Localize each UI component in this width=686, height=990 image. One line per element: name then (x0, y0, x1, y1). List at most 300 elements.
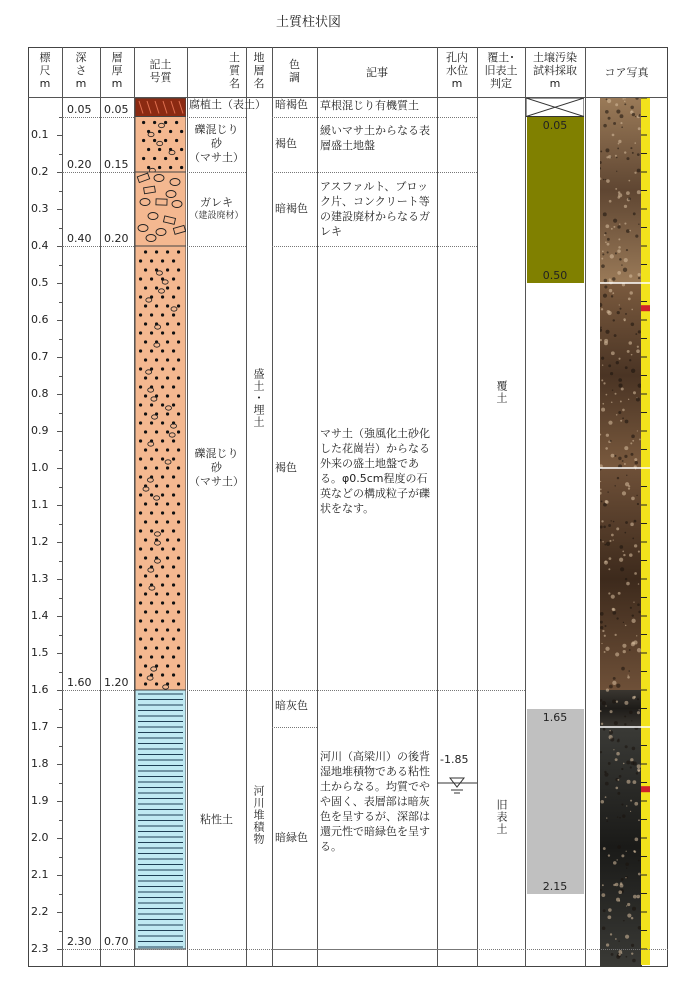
column-separator (317, 47, 318, 967)
layer-boundary (62, 172, 134, 173)
layer-depth: 1.60 (67, 676, 92, 689)
header-depth (62, 51, 100, 90)
sand-dot (161, 295, 164, 298)
header-elevation-line0: 標 (39, 51, 51, 64)
header-thickness-line0: 層 (111, 51, 123, 64)
sand-dot (144, 592, 147, 595)
scale-label: 0.6 (31, 313, 49, 326)
scale-label: 0.7 (31, 350, 49, 363)
sample-range-bar (527, 709, 584, 894)
sand-dot (158, 130, 161, 133)
sand-dot (142, 139, 145, 142)
header-symbol (134, 58, 187, 84)
sand-dot (172, 457, 175, 460)
sand-dot (139, 259, 142, 262)
scale-label: 0.9 (31, 424, 49, 437)
scale-major-tick (57, 505, 62, 506)
layer-depth: 0.40 (67, 232, 92, 245)
sand-dot (172, 493, 175, 496)
scale-major-tick (57, 431, 62, 432)
layer-color: 褐色 (275, 461, 297, 474)
layer-thickness: 0.70 (104, 935, 129, 948)
sampling-top-cross-icon (526, 98, 584, 117)
sand-dot (177, 484, 180, 487)
sand-dot (150, 259, 153, 262)
sand-dot (150, 277, 153, 280)
sand-dot (172, 295, 175, 298)
sand-dot (161, 565, 164, 568)
sand-dot (164, 121, 167, 124)
sand-dot (166, 340, 169, 343)
layer-boundary (62, 690, 134, 691)
sand-dot (150, 637, 153, 640)
scale-minor-tick (59, 265, 62, 266)
layer-thickness: 0.05 (104, 102, 129, 116)
sand-dot (177, 556, 180, 559)
sand-dot (166, 628, 169, 631)
scale-major-tick (57, 764, 62, 765)
layer-thickness: 0.15 (104, 158, 129, 171)
scale-minor-tick (59, 783, 62, 784)
scale-major-tick (57, 579, 62, 580)
sand-dot (139, 655, 142, 658)
sample-to-label: 2.15 (542, 879, 568, 893)
sand-dot (177, 592, 180, 595)
sand-dot (155, 502, 158, 505)
sand-dot (172, 673, 175, 676)
scale-minor-tick (59, 450, 62, 451)
sand-dot (166, 520, 169, 523)
scale-minor-tick (59, 561, 62, 562)
scale-minor-tick (59, 154, 62, 155)
sand-dot (177, 376, 180, 379)
sand-dot (172, 547, 175, 550)
sand-dot (161, 421, 164, 424)
sand-dot (155, 358, 158, 361)
header-formation (246, 51, 272, 90)
sand-dot (150, 493, 153, 496)
header-symbol-line0: 記土 (149, 58, 172, 71)
sand-dot (166, 610, 169, 613)
sand-dot (139, 421, 142, 424)
sand-dot (150, 511, 153, 514)
header-color-line0: 色 (289, 58, 300, 71)
layer-depth: 2.30 (67, 935, 92, 948)
sand-dot (153, 121, 156, 124)
soil-name-line: 砂 (211, 137, 222, 151)
cover-judgement-label: 覆土 (495, 380, 508, 404)
humus-fill (135, 98, 186, 117)
scale-label: 1.9 (31, 794, 49, 807)
sand-dot (139, 277, 142, 280)
clay-fill (135, 690, 186, 949)
layer-boundary (187, 117, 246, 118)
scale-minor-tick (59, 228, 62, 229)
sand-dot (139, 619, 142, 622)
sand-dot (172, 655, 175, 658)
header-cover-line1: 旧表土 (484, 64, 518, 77)
sand-dot (139, 475, 142, 478)
sand-dot (180, 166, 183, 169)
sand-dot (177, 682, 180, 685)
sand-dot (166, 304, 169, 307)
formation-name: 盛土・埋土 (252, 368, 265, 429)
sand-dot (155, 376, 158, 379)
sand-dot (161, 457, 164, 460)
sand-dot (155, 520, 158, 523)
sand-dot (150, 619, 153, 622)
water-level-value: -1.85 (440, 752, 469, 766)
sand-dot (177, 358, 180, 361)
sand-dot (144, 376, 147, 379)
scale-minor-tick (59, 413, 62, 414)
sand-dot (161, 511, 164, 514)
layer-note: 河川（高梁川）の後背湿地堆積物である粘性土からなる。均質でやや固く、表層部は暗灰色を呈するが、深部は還元性で暗緑色を呈する。 (320, 750, 430, 854)
sand-dot (144, 286, 147, 289)
sand-dot (177, 394, 180, 397)
scale-label: 2.3 (31, 942, 49, 955)
header-soil-name-line0: 土 (229, 51, 240, 64)
header-sampling-line2: m (549, 77, 561, 90)
sand-dot (166, 268, 169, 271)
sand-dot (139, 673, 142, 676)
sand-dot (177, 610, 180, 613)
soil-symbol-svg (135, 98, 186, 951)
header-water (437, 51, 477, 90)
scale-major-tick (57, 394, 62, 395)
sand-dot (161, 475, 164, 478)
scale-label: 0.5 (31, 276, 49, 289)
sand-dot (150, 421, 153, 424)
sand-dot (166, 250, 169, 253)
soil-name-line: ガレキ (200, 196, 233, 209)
sand-dot (147, 148, 150, 151)
sand-dot (144, 340, 147, 343)
header-depth-line1: さ (75, 64, 87, 77)
sand-dot (161, 493, 164, 496)
layer-color-upper: 暗灰色 (275, 699, 308, 712)
water-level-marker-icon (437, 774, 477, 796)
layer-soil-name (187, 98, 272, 112)
sand-dot (139, 457, 142, 460)
sand-dot (139, 385, 142, 388)
scale-major-tick (57, 801, 62, 802)
sand-dot (144, 430, 147, 433)
sand-dot (172, 403, 175, 406)
sand-dot (172, 619, 175, 622)
scale-label: 1.2 (31, 535, 49, 548)
scale-major-tick (57, 542, 62, 543)
header-thickness-line2: m (111, 77, 123, 90)
column-separator (62, 47, 63, 967)
sand-dot (164, 139, 167, 142)
sand-dot (172, 529, 175, 532)
soil-name-line: （マサ土） (189, 475, 244, 488)
scale-label: 1.4 (31, 609, 49, 622)
sand-dot (144, 610, 147, 613)
layer-soil-name (187, 196, 246, 222)
sand-dot (161, 601, 164, 604)
header-formation-line0: 地 (253, 51, 265, 64)
scale-label: 2.1 (31, 868, 49, 881)
column-separator (100, 47, 101, 967)
sand-dot (177, 304, 180, 307)
soil-name-line: 粘性土 (200, 812, 233, 826)
column-separator (437, 47, 438, 967)
header-cover (477, 51, 525, 90)
sand-dot (172, 511, 175, 514)
layer-soil-name (187, 813, 246, 827)
soil-name-line: 腐植土（表土） (189, 98, 266, 111)
sand-dot (144, 664, 147, 667)
sand-dot (166, 664, 169, 667)
scale-major-tick (57, 283, 62, 284)
sand-dot (153, 139, 156, 142)
sand-fill (135, 117, 186, 173)
scale-major-tick (57, 135, 62, 136)
sand-dot (161, 385, 164, 388)
header-thickness (100, 51, 134, 90)
sand-dot (161, 619, 164, 622)
header-soil-name-line1: 質 (229, 64, 240, 77)
sand-dot (150, 601, 153, 604)
scale-minor-tick (59, 302, 62, 303)
sand-dot (150, 313, 153, 316)
column-separator (477, 47, 478, 967)
sand-dot (177, 646, 180, 649)
sand-dot (177, 322, 180, 325)
sand-dot (139, 637, 142, 640)
sand-dot (172, 385, 175, 388)
scale-major-tick (57, 653, 62, 654)
sand-dot (155, 592, 158, 595)
sand-dot (139, 529, 142, 532)
sand-dot (166, 286, 169, 289)
sand-dot (139, 583, 142, 586)
header-water-line1: 水位 (446, 64, 468, 77)
sand-dot (177, 538, 180, 541)
scale-label: 0.2 (31, 165, 49, 178)
header-soil-name-line2: 名 (229, 77, 240, 90)
column-separator (272, 47, 273, 967)
column-separator (585, 47, 586, 967)
scale-label: 0.8 (31, 387, 49, 400)
sand-dot (139, 295, 142, 298)
sand-dot (158, 148, 161, 151)
sand-dot (150, 349, 153, 352)
sand-dot (166, 448, 169, 451)
soil-name-line: 礫混じり (194, 123, 239, 137)
layer-depth: 0.20 (67, 158, 92, 171)
sand-dot (166, 430, 169, 433)
sand-dot (144, 250, 147, 253)
sand-dot (144, 412, 147, 415)
layer-thickness: 1.20 (104, 676, 129, 689)
sample-from-label: 1.65 (542, 710, 568, 724)
sand-dot (139, 547, 142, 550)
core-photo-image (600, 98, 658, 967)
sand-dot (166, 646, 169, 649)
header-depth-line2: m (75, 77, 87, 90)
sand-dot (155, 574, 158, 577)
scale-major-tick (57, 209, 62, 210)
scale-major-tick (57, 875, 62, 876)
sand-dot (172, 601, 175, 604)
scale-minor-tick (59, 820, 62, 821)
sand-dot (172, 637, 175, 640)
sand-dot (161, 637, 164, 640)
sand-dot (161, 439, 164, 442)
rubble-fill (135, 172, 186, 246)
sand-dot (155, 646, 158, 649)
header-formation-line2: 名 (253, 77, 265, 90)
sand-dot (177, 502, 180, 505)
sand-dot (155, 448, 158, 451)
sand-dot (142, 121, 145, 124)
layer-boundary (62, 246, 134, 247)
sand-dot (172, 367, 175, 370)
sand-dot (169, 166, 172, 169)
scale-minor-tick (59, 487, 62, 488)
soil-name-sub: （建設廃材） (189, 211, 244, 221)
cover-judgement-label: 旧表土 (495, 798, 508, 835)
sand-dot (144, 538, 147, 541)
sand-dot (166, 376, 169, 379)
sand-dot (177, 664, 180, 667)
sand-dot (172, 583, 175, 586)
bottom-boundary (62, 949, 668, 950)
sand-dot (150, 547, 153, 550)
sand-dot (155, 682, 158, 685)
scale-major-tick (57, 468, 62, 469)
scale-minor-tick (59, 339, 62, 340)
sand-dot (172, 565, 175, 568)
soil-name-line: 砂 (211, 461, 222, 474)
sand-dot (144, 556, 147, 559)
sand-dot (139, 367, 142, 370)
sand-dot (139, 511, 142, 514)
sand-dot (166, 574, 169, 577)
formation-name: 河川堆積物 (252, 784, 265, 845)
sand-dot (155, 430, 158, 433)
header-sampling-line0: 土壌汚染 (533, 51, 577, 64)
color-boundary (272, 727, 317, 728)
scale-minor-tick (59, 191, 62, 192)
sand-dot (158, 166, 161, 169)
header-depth-line0: 深 (75, 51, 87, 64)
scale-major-tick (57, 838, 62, 839)
layer-note: マサ土（強風化土砂化した花崗岩）からなる外来の盛土地盤である。φ0.5cm程度の石英などの構成粒子が礫状をなす。 (320, 427, 430, 515)
sand-dot (150, 403, 153, 406)
sand-dot (144, 304, 147, 307)
header-water-line2: m (451, 77, 463, 90)
header-color (272, 58, 317, 84)
sand-dot (144, 466, 147, 469)
sand-dot (161, 673, 164, 676)
layer-boundary (187, 172, 246, 173)
sand-dot (172, 475, 175, 478)
column-separator (187, 47, 188, 967)
scale-minor-tick (59, 524, 62, 525)
sand-dot (144, 358, 147, 361)
scale-major-tick (57, 727, 62, 728)
scale-major-tick (57, 912, 62, 913)
sand-dot (144, 646, 147, 649)
sand-dot (139, 313, 142, 316)
scale-minor-tick (59, 376, 62, 377)
header-sampling (525, 51, 585, 90)
sample-to-label: 0.50 (542, 269, 568, 282)
sand-dot (161, 349, 164, 352)
layer-note: 緩いマサ土からなる表層盛土地盤 (320, 123, 430, 152)
scale-minor-tick (59, 931, 62, 932)
header-formation-line1: 層 (253, 64, 265, 77)
sand-dot (139, 493, 142, 496)
sand-dot (144, 322, 147, 325)
sand-dot (172, 277, 175, 280)
sand-dot (177, 250, 180, 253)
header-color-line1: 調 (289, 71, 300, 84)
sand-dot (144, 394, 147, 397)
layer-thickness: 0.20 (104, 232, 129, 245)
sand-dot (177, 466, 180, 469)
layer-soil-name (187, 447, 246, 489)
header-photo: コア写真 (604, 66, 649, 79)
cover-boundary (477, 690, 525, 691)
scale-label: 1.0 (31, 461, 49, 474)
header-water-line0: 孔内 (446, 51, 468, 64)
layer-note: 草根混じり有機質土 (320, 99, 419, 112)
sand-dot (166, 358, 169, 361)
layer-note: アスファルト、ブロック片、コンクリート等の建設廃材からなるガレキ (320, 180, 430, 238)
sand-dot (155, 628, 158, 631)
sand-dot (175, 157, 178, 160)
layer-boundary (272, 690, 477, 691)
header-elevation-line1: 尺 (39, 64, 51, 77)
sand-dot (139, 349, 142, 352)
soil-name-line: （マサ土） (189, 151, 244, 165)
sand-dot (139, 403, 142, 406)
layer-color: 暗褐色 (275, 202, 308, 215)
sand-dot (175, 121, 178, 124)
sample-from-label: 0.05 (542, 118, 568, 132)
layer-boundary (187, 246, 246, 247)
sand-dot (177, 448, 180, 451)
sand-dot (155, 286, 158, 289)
sand-dot (144, 520, 147, 523)
sand-dot (161, 313, 164, 316)
sand-dot (166, 556, 169, 559)
sand-dot (175, 139, 178, 142)
sand-dot (166, 592, 169, 595)
sand-dot (155, 466, 158, 469)
sand-dot (142, 157, 145, 160)
scale-minor-tick (59, 635, 62, 636)
sand-dot (144, 268, 147, 271)
sand-dot (150, 529, 153, 532)
sand-dot (177, 574, 180, 577)
sand-dot (177, 412, 180, 415)
scale-minor-tick (59, 894, 62, 895)
column-separator (525, 47, 526, 967)
sand-dot (177, 430, 180, 433)
sand-dot (166, 322, 169, 325)
sample-range-bar (527, 117, 584, 284)
sand-dot (150, 331, 153, 334)
sand-dot (172, 331, 175, 334)
scale-minor-tick (59, 598, 62, 599)
sand-dot (161, 583, 164, 586)
